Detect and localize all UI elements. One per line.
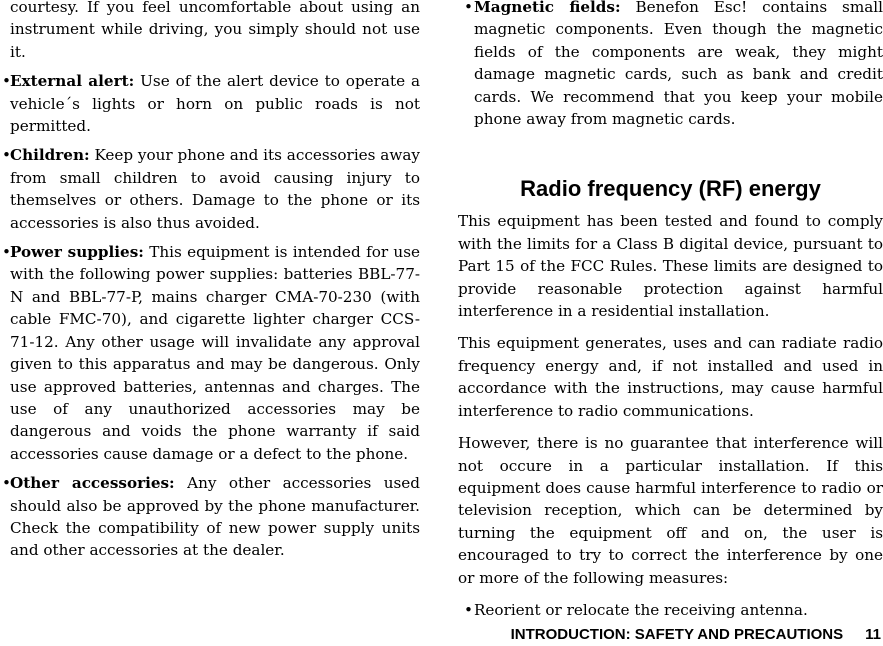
bullet-icon: • — [464, 0, 473, 16]
rf-paragraph-3: However, there is no guarantee that interference will not occure in a particular installation. If this equipment does cause harmful interference to radio or television reception, which can be determined by turning the equipment off and on, the user is encouraged to try to correct the interference by one or more of the following measures: — [458, 434, 883, 587]
bullet-icon: • — [464, 600, 473, 619]
bullet-label: Power supplies: — [10, 243, 144, 262]
bullet-label: External alert: — [10, 72, 135, 91]
bullet-text: This equipment is intended for use with the following power supplies: batteries BBL-77-N and BBL-77-P, mains charger CMA-70-230 (with cable FMC-70), and cigarette lighter charger CCS-71-12. Any other usage will invalidate any approval given to this apparatus and may be dangerous. Only use approved batteries, antennas and charges. The use of any unauthorized accessories may be dangerous and voids the phone warranty if said accessories cause damage or a defect to the phone. — [10, 243, 420, 463]
section-heading: Radio frequency (RF) energy — [520, 176, 821, 202]
rf-paragraph-2: This equipment generates, uses and can radiate radio frequency energy and, if not installed and used in accordance with the instructions, may cause harmful interference to radio communications. — [458, 334, 883, 420]
bullet-label: Children: — [10, 146, 90, 165]
bullet-icon: • — [2, 474, 11, 493]
bullet-power-supplies — [2, 241, 420, 465]
bullet-text: Reorient or relocate the receiving antenna. — [474, 600, 808, 619]
page-number: 11 — [865, 626, 881, 643]
bullet-external-alert — [2, 70, 420, 137]
bullet-text: Benefon Esc! contains small magnetic components. Even though the magnetic fields of the components are weak, they might damage magnetic cards, such as bank and credit cards. We recommend that you keep your mobile phone away from magnetic cards. — [474, 0, 883, 129]
left-column — [2, 0, 420, 562]
bullet-icon: • — [2, 243, 11, 262]
page-footer — [458, 626, 883, 644]
bullet-text: Keep your phone and its accessories away from small children to avoid causing injury to themselves or others. Damage to the phone or its accessories is also thus avoided. — [10, 146, 420, 232]
bullet-text: Use of the alert device to operate a vehicle´s lights or horn on public roads is not permitted. — [10, 72, 420, 136]
bullet-children — [2, 144, 420, 234]
rf-paragraph-1: This equipment has been tested and found to comply with the limits for a Class B digital device, pursuant to Part 15 of the FCC Rules. These limits are designed to provide reasonable protection against harmful interference in a residential installation. — [458, 212, 883, 321]
right-column — [458, 0, 883, 621]
bullet-label: Other accessories: — [10, 474, 175, 493]
bullet-other-accessories — [2, 472, 420, 562]
intro-paragraph: courtesy. If you feel uncomfortable about using an instrument while driving, you simply should not use it. — [10, 0, 420, 61]
bullet-magnetic-fields — [458, 0, 883, 130]
bullet-label: Magnetic fields: — [474, 0, 621, 16]
bullet-icon: • — [2, 72, 11, 91]
bullet-icon: • — [2, 146, 11, 165]
bullet-reorient-antenna — [458, 599, 883, 621]
footer-section-title: INTRODUCTION: SAFETY AND PRECAUTIONS — [510, 626, 844, 643]
bullet-text: Any other accessories used should also be approved by the phone manufacturer. Check the compatibility of new power supply units and other accessories at the dealer. — [10, 474, 420, 560]
